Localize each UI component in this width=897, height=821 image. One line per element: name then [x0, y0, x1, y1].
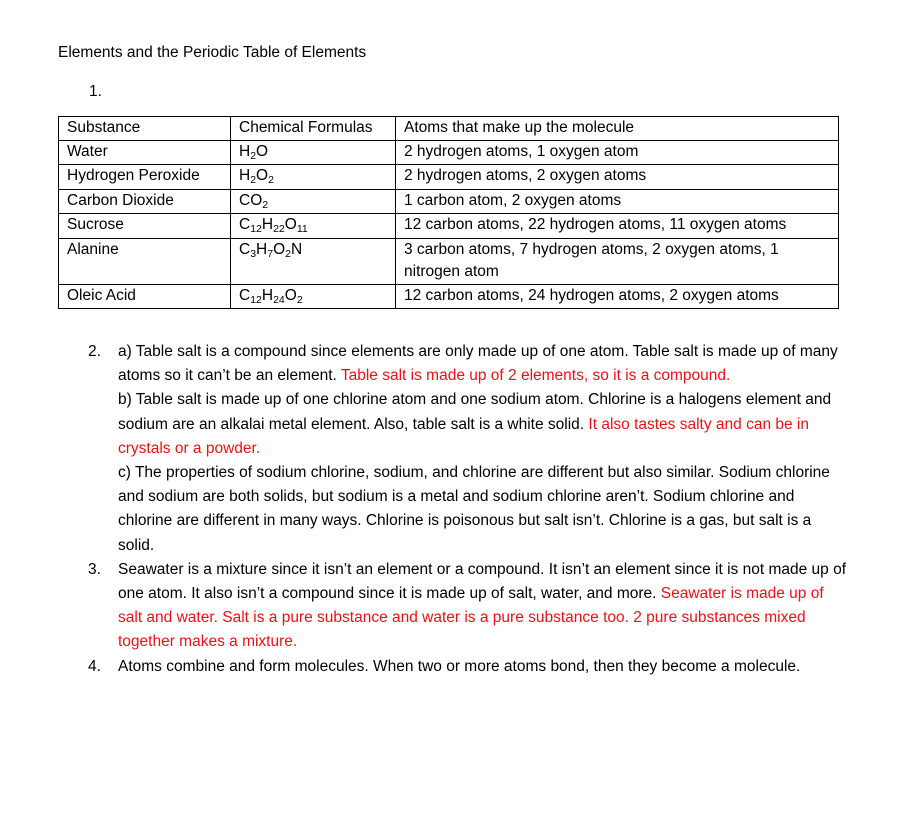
header-substance: Substance: [59, 117, 231, 141]
question-1-number: 1.: [89, 83, 102, 100]
teacher-feedback-text: Table salt is made up of 2 elements, so it is a compound.: [340, 367, 731, 385]
table-row: [59, 165, 839, 190]
chemical-formula: [231, 189, 396, 214]
answer-number: 4.: [88, 657, 101, 675]
atom-composition: 3 carbon atoms, 7 hydrogen atoms, 2 oxygen atoms, 1 nitrogen atom: [396, 238, 839, 284]
substance-name: Water: [59, 140, 231, 165]
atom-composition: 12 carbon atoms, 24 hydrogen atoms, 2 oxygen atoms: [396, 284, 839, 309]
chemical-formula: [231, 140, 396, 165]
formula-subscript: 2: [285, 247, 291, 260]
header-atoms: Atoms that make up the molecule: [396, 117, 839, 141]
formula-subscript: 3: [250, 247, 257, 260]
formula-element-symbol: O: [256, 167, 269, 184]
atom-composition: 2 hydrogen atoms, 2 oxygen atoms: [396, 165, 839, 190]
answer-paragraph: [118, 388, 848, 461]
table-row: [59, 214, 839, 239]
answer-text: c) The properties of sodium chlorine, sodium, and chlorine are different but also similar. Sodium chlorine and sodium are both solids, but sodium is a metal and sodium chlorine aren’t. Sodium chlorine and chlorine are different in many ways. Chlorine is poisonous but salt isn’t. Chlorine is a gas, but salt is a solid.: [118, 464, 830, 554]
formula-element-symbol: O: [273, 240, 286, 258]
answer-number: 2.: [88, 343, 101, 360]
atom-composition: 12 carbon atoms, 22 hydrogen atoms, 11 oxygen atoms: [396, 214, 839, 239]
answer-text: a) Table salt is a compound since elements are only made up of one atom. Table salt is made up of many atoms so it can’t be an element.: [118, 343, 838, 385]
table-header-row: [59, 117, 839, 141]
atom-composition: 1 carbon atom, 2 oxygen atoms: [396, 189, 839, 214]
chemical-formula: [231, 214, 396, 239]
formula-subscript: 24: [273, 293, 285, 306]
answer-2: [88, 340, 848, 558]
answer-paragraph: [118, 558, 848, 655]
formula-element-symbol: H: [256, 240, 268, 258]
chemical-formula: [231, 165, 396, 190]
formula-element-symbol: O: [284, 286, 297, 304]
substance-name: Hydrogen Peroxide: [59, 165, 231, 190]
formula-subscript: 2: [250, 149, 257, 162]
formula-element-symbol: H: [261, 216, 274, 233]
formula-subscript: 2: [250, 174, 257, 186]
formula-subscript: 2: [296, 293, 303, 306]
formula-element-symbol: C: [239, 286, 251, 304]
answer-text: b) Table salt is made up of one chlorine atom and one sodium atom. Chlorine is a halogens element and sodium are an alkalai metal element. Also, table salt is a white solid.: [118, 391, 832, 433]
formula-element-symbol: O: [256, 142, 269, 160]
atom-composition: 2 hydrogen atoms, 1 oxygen atom: [396, 140, 839, 165]
answer-body: [118, 558, 848, 655]
document-title: Elements and the Periodic Table of Elements: [58, 44, 367, 61]
answer-number: 3.: [88, 560, 101, 578]
formula-element-symbol: C: [239, 240, 251, 258]
substance-name: Oleic Acid: [59, 284, 231, 309]
formula-subscript: 2: [268, 174, 274, 186]
answer-paragraph: [118, 461, 848, 558]
formula-element-symbol: H: [239, 142, 251, 160]
answer-text: Atoms combine and form molecules. When two or more atoms bond, then they become a molecule.: [118, 657, 801, 675]
substance-name: Alanine: [59, 238, 231, 284]
substance-name: Sucrose: [59, 214, 231, 239]
teacher-feedback-text: It also tastes salty and can be in crystals or a powder.: [118, 415, 809, 457]
answer-3: [88, 558, 848, 655]
substance-name: Carbon Dioxide: [59, 189, 231, 214]
answer-text: Seawater is a mixture since it isn’t an element or a compound. It isn’t an element since it is not made up of one atom. It also isn’t a compound since it is made up of salt, water, and more.: [118, 560, 847, 603]
chemical-formula: [231, 238, 396, 284]
answer-body: [118, 655, 848, 679]
formula-subscript: 2: [262, 198, 269, 211]
formula-subscript: 12: [250, 223, 262, 235]
formula-element-symbol: O: [284, 216, 297, 233]
substances-table: [58, 116, 839, 309]
formula-subscript: 12: [250, 293, 262, 306]
answers-list: [88, 340, 848, 679]
table-row: [59, 189, 839, 214]
header-chemical-formulas: Chemical Formulas: [231, 117, 396, 141]
formula-element-symbol: H: [261, 286, 274, 304]
formula-element-symbol: CO: [239, 191, 263, 209]
table-row: [59, 238, 839, 284]
chemical-formula: [231, 284, 396, 309]
answer-body: [118, 340, 848, 558]
table-row: [59, 284, 839, 309]
formula-element-symbol: H: [239, 167, 251, 184]
formula-element-symbol: C: [239, 216, 251, 233]
table-row: [59, 140, 839, 165]
answer-4: [88, 655, 848, 679]
formula-subscript: 11: [296, 223, 308, 235]
answer-paragraph: [118, 340, 848, 388]
formula-subscript: 22: [273, 223, 285, 235]
answer-paragraph: [118, 655, 848, 679]
formula-subscript: 7: [267, 247, 274, 260]
formula-element-symbol: N: [291, 240, 303, 258]
teacher-feedback-text: Seawater is made up of salt and water. Salt is a pure substance and water is a pure substance too. 2 pure substances mixed together makes a mixture.: [118, 585, 824, 651]
